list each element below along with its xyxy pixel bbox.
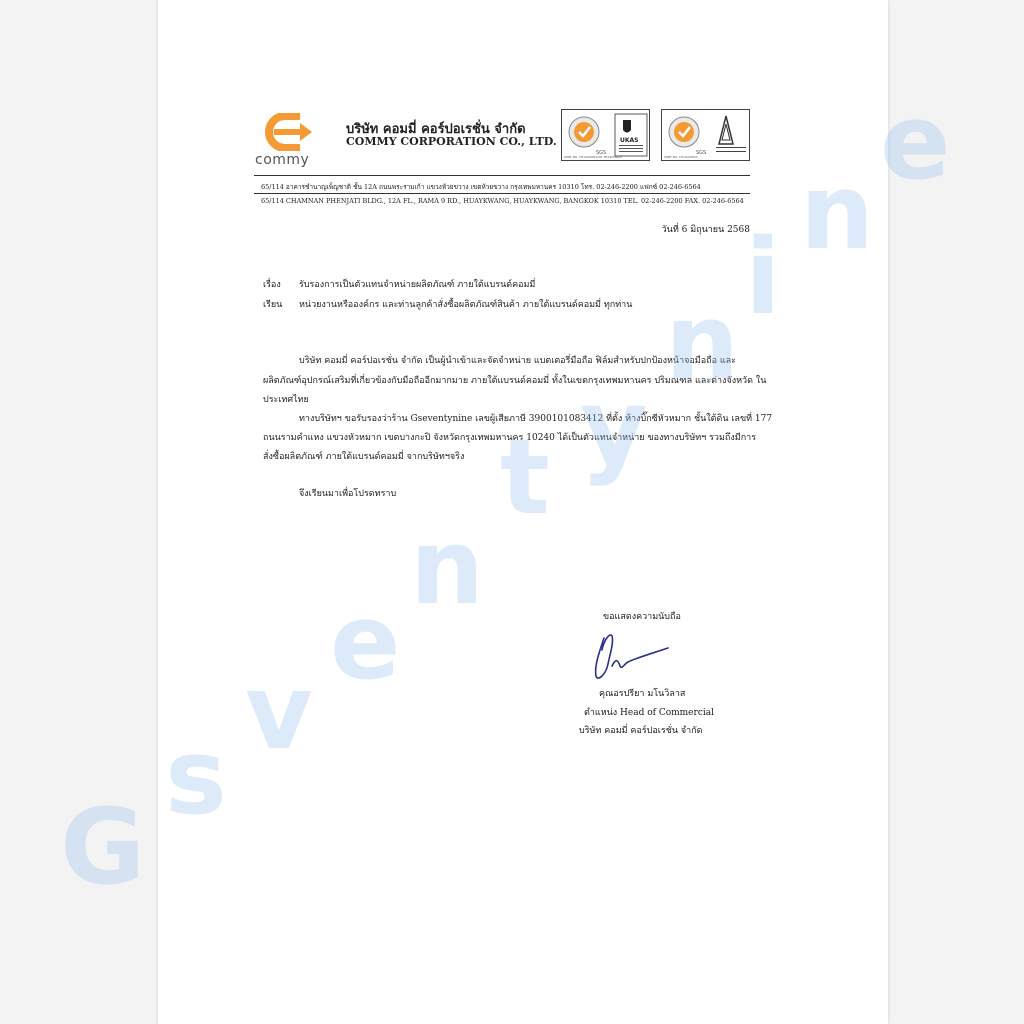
commy-logo-icon xyxy=(254,113,316,151)
body-paragraph-1-line-3: ประเทศไทย xyxy=(263,395,309,405)
letter-date: วันที่ 6 มิถุนายน 2568 xyxy=(661,225,750,235)
svg-text:SGS: SGS xyxy=(696,150,707,156)
watermark-letter: i xyxy=(745,216,781,338)
subject-label: เรื่อง xyxy=(263,280,281,290)
header-rule-bottom xyxy=(254,193,750,194)
watermark-letter: n xyxy=(800,151,875,273)
recipient-text: หน่วยงานหรือองค์กร และท่านลูกค้าสั่งซื้อผลิตภัณฑ์สินค้า ภายใต้แบรนด์คอมมี่ ทุกท่าน xyxy=(299,300,633,310)
company-name-english: COMMY CORPORATION CO., LTD. xyxy=(346,135,557,148)
body-paragraph-2-line-3: สั่งซื้อผลิตภัณฑ์ ภายใต้แบรนด์คอมมี่ จากบริษัทฯจริง xyxy=(263,452,465,462)
watermark-letter: e xyxy=(880,81,951,203)
watermark-letter: v xyxy=(245,651,313,773)
recipient-label: เรียน xyxy=(263,300,283,310)
body-paragraph-1-line-1: บริษัท คอมมี่ คอร์ปอเรชั่น จำกัด เป็นผู้นำเข้าและจัดจำหน่าย แบตเตอรี่มือถือ ฟิล์มสำหรับปกป้องหน้าจอมือถือ และ xyxy=(299,356,737,366)
watermark-letter: y xyxy=(580,366,648,488)
logo-wordmark: commy xyxy=(255,152,310,168)
watermark-letter: G xyxy=(60,786,146,908)
watermark-letter: s xyxy=(165,716,227,838)
watermark-letter: e xyxy=(330,581,401,703)
svg-text:SGS: SGS xyxy=(596,150,607,156)
address-thai: 65/114 อาคารชำนาญเพ็ญชาติ ชั้น 12A ถนนพระรามเก้า แขวงห้วยขวาง เขตห้วยขวาง กรุงเทพมหานคร 10310 โทร. 02-246-2200 แฟกซ์ 02-246-6564 xyxy=(261,183,701,191)
subject-text: รับรองการเป็นตัวแทนจำหน่ายผลิตภัณฑ์ ภายใต้แบรนด์คอมมี่ xyxy=(299,280,536,290)
body-paragraph-2-line-2: ถนนรามคำแหง แขวงหัวหมาก เขตบางกะปิ จังหวัดกรุงเทพมหานคร 10240 ได้เป็นตัวแทนจำหน่าย ของทางบริษัทฯ รวมถึงมีการ xyxy=(263,433,757,443)
sgs-ukas-certification-icon xyxy=(561,109,650,161)
signer-position: ตำแหน่ง Head of Commercial xyxy=(584,708,714,718)
signer-name: คุณอรปรียา มโนวิลาส xyxy=(599,689,686,699)
closing-line: จึงเรียนมาเพื่อโปรดทราบ xyxy=(299,489,397,499)
cert-caption: CERT NO. TH14/09020 xyxy=(664,155,698,159)
regards-text: ขอแสดงความนับถือ xyxy=(603,612,681,622)
cert-caption: CERT NO. TH14/09020.00 TH14/09020 xyxy=(564,155,622,159)
address-english: 65/114 CHAMNAN PHENJATI BLDG., 12A FL., RAMA 9 RD., HUAYKWANG, HUAYKWANG, BANGKOK 10310 TEL. 02-246-2200 FAX. 02-246-6564 xyxy=(261,197,744,205)
svg-text:UKAS: UKAS xyxy=(620,137,639,144)
company-name-thai: บริษัท คอมมี่ คอร์ปอเรชั่น จำกัด xyxy=(346,122,526,137)
sgs-tis-certification-icon xyxy=(661,109,750,161)
watermark-letter: n xyxy=(410,506,485,628)
handwritten-signature xyxy=(588,628,670,684)
body-paragraph-1-line-2: ผลิตภัณฑ์อุปกรณ์เสริมที่เกี่ยวข้องกับมือถืออีกมากมาย ภายใต้แบรนด์คอมมี่ ทั้งในเขตกรุงเทพมหานคร ปริมณฑล และต่างจังหวัด ใน xyxy=(263,376,767,386)
watermark-letter: n xyxy=(665,281,740,403)
watermark-letter: t xyxy=(500,416,550,538)
header-rule-top xyxy=(254,175,750,176)
signer-company: บริษัท คอมมี่ คอร์ปอเรชั่น จำกัด xyxy=(579,726,703,736)
body-paragraph-2-line-1: ทางบริษัทฯ ขอรับรองว่าร้าน Gseventynine เลขผู้เสียภาษี 3900101083412 ที่ตั้ง ห้างบิ๊กซีหัวหมาก ชั้นใต้ดิน เลขที่ 177 xyxy=(299,414,773,424)
